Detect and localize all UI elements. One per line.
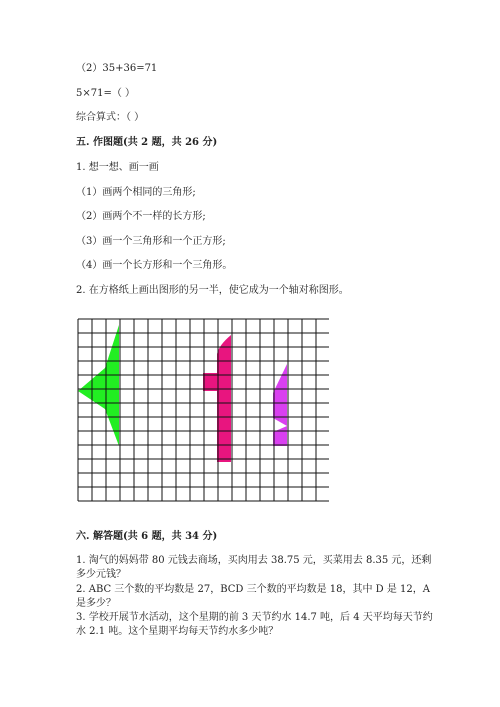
question-1-item-1: （1）画两个相同的三角形; xyxy=(76,187,196,198)
calc-expression: 5×71=（ ） xyxy=(76,88,136,99)
question-1-item-3: （3）画一个三角形和一个正方形; xyxy=(76,236,226,247)
question-1-title: 1. 想一想、画一画 xyxy=(76,162,159,173)
symmetry-grid-figure xyxy=(77,318,329,502)
word-problem-2: 2. ABC 三个数的平均数是 27，BCD 三个数的平均数是 18，其中 D 是 12，A 是多少？ xyxy=(76,584,430,609)
section-5-heading: 五. 作图题(共 2 题，共 26 分) xyxy=(76,137,218,148)
word-problem-1: 1. 淘气的妈妈带 80 元钱去商场，买肉用去 38.75 元，买菜用去 8.35 元，还剩多少元钱？ xyxy=(76,555,432,580)
calc-step-2: （2）35+36=71 xyxy=(76,63,158,74)
question-2-title: 2. 在方格纸上画出图形的另一半，使它成为一个轴对称图形。 xyxy=(76,285,349,296)
section-6-heading: 六. 解答题(共 6 题，共 34 分) xyxy=(76,531,218,542)
question-1-item-2: （2）画两个不一样的长方形; xyxy=(76,211,206,222)
magenta-half-shape xyxy=(203,335,231,462)
combined-formula: 综合算式：（ ） xyxy=(76,112,145,123)
grid-paper xyxy=(77,318,329,502)
word-problem-3: 3. 学校开展节水活动，这个星期的前 3 天节约水 14.7 吨，后 4 天平均每天节约水 2.1 吨。这个星期平均每天节约水多少吨？ xyxy=(76,612,433,637)
violet-half-shape xyxy=(273,364,287,446)
question-1-item-4: （4）画一个长方形和一个三角形。 xyxy=(76,260,233,271)
green-half-shape xyxy=(78,325,119,446)
